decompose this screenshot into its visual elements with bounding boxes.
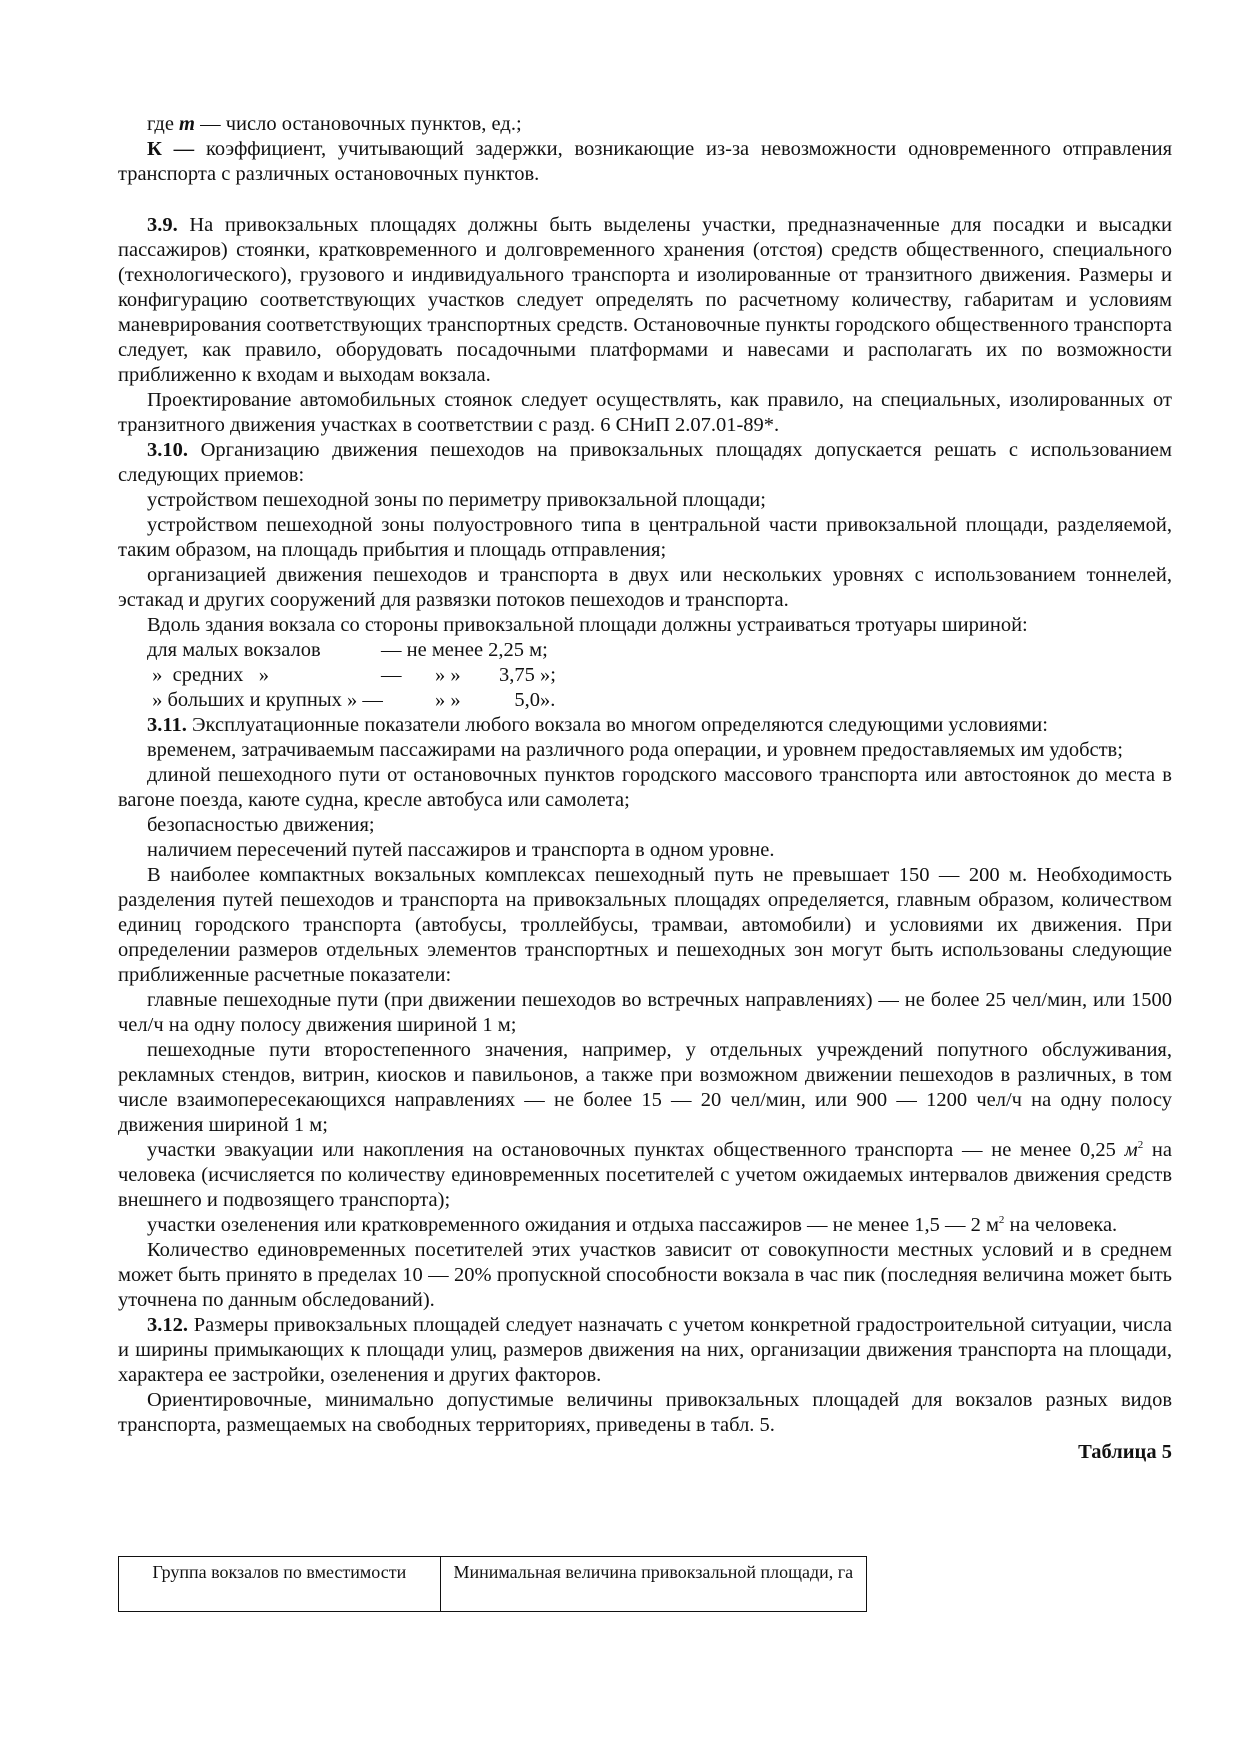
- paragraph-text: на человека (исчисляется по количеству единовременных посетителей с учетом ожидаемых интервалов движения средств внешнего и подвозящего транспорта);: [118, 1139, 1172, 1211]
- list-item: наличием пересечений путей пассажиров и транспорта в одном уровне.: [147, 839, 775, 861]
- paragraph: [118, 1138, 1172, 1213]
- paragraph: Ориентировочные, минимально допустимые величины привокзальных площадей для вокзалов разных видов транспорта, размещаемых на свободных территориях, приведены в табл. 5.: [118, 1389, 1172, 1436]
- var-k: К —: [147, 138, 195, 160]
- paragraph-text: Организацию движения пешеходов на привокзальных площадях допускается решать с использованием следующих приемов:: [118, 439, 1172, 486]
- sidewalk-intro: Вдоль здания вокзала со стороны привокзальной площади должны устраиваться тротуары шириной:: [147, 614, 1028, 636]
- paragraph-text: Размеры привокзальных площадей следует назначать с учетом конкретной градостроительной ситуации, числа и ширины примыкающих к площади улиц, размеров движения на них, организации движения транспорта на площади, характера ее застройки, озеленения и других факторов.: [118, 1314, 1172, 1386]
- paragraph: В наиболее компактных вокзальных комплексах пешеходный путь не превышает 150 — 200 м. Необходимость разделения путей пешеходов и транспорта на привокзальных площадях определяется, главным образом, количеством единиц городского транспорта (автобусы, троллейбусы, трамваи, автомобили) и условиями их движения. При определении размеров отдельных элементов транспортных и пешеходных зон могут быть использованы следующие приближенные расчетные показатели:: [118, 864, 1172, 986]
- table-5: [118, 1556, 867, 1612]
- sidewalk-row: [118, 663, 1172, 688]
- paragraph-text: На привокзальных площадях должны быть выделены участки, предназначенные для посадки и высадки пассажиров) стоянки, кратковременного и долговременного хранения (отстоя) средств общественного, специального (технологического), грузового и индивидуального транспорта и изолированные от транзитного движения. Размеры и конфигурацию соответствующих участков следует определять по расчетному количеству, габаритам и условиям маневрирования соответствующих транспортных средств. Остановочные пункты городского общественного транспорта следует, как правило, оборудовать посадочными платформами и навесами и располагать их по возможности приближенно к входам и выходам вокзала.: [118, 214, 1172, 386]
- section-number: 3.12.: [147, 1314, 188, 1336]
- sidewalk-row: [118, 638, 1172, 663]
- sidewalk-group: » средних »: [147, 664, 270, 686]
- superscript: 2: [998, 1214, 1005, 1227]
- section-3-10-p1: [118, 438, 1172, 488]
- table-header-cell: Группа вокзалов по вместимости: [119, 1557, 441, 1612]
- list-item: длиной пешеходного пути от остановочных пунктов городского массового транспорта или автостоянок до места в вагоне поезда, каюте судна, кресле автобуса или самолета;: [118, 764, 1172, 811]
- unit: м: [1124, 1139, 1138, 1161]
- paragraph: главные пешеходные пути (при движении пешеходов во встречных направлениях) — не более 25 чел/мин, или 1500 чел/ч на одну полосу движения шириной 1 м;: [118, 989, 1172, 1036]
- paragraph: [118, 1213, 1172, 1238]
- sidewalk-row: [118, 688, 1172, 713]
- paragraph-text: на человека.: [1004, 1214, 1118, 1236]
- def-m-text: — число остановочных пунктов, ед.;: [195, 113, 522, 135]
- section-3-9-p1: [118, 213, 1172, 388]
- sidewalk-group: » больших и крупных » —: [147, 689, 383, 711]
- def-k: [118, 137, 1172, 187]
- table-caption: Таблица 5: [1078, 1441, 1172, 1463]
- sidewalk-group: для малых вокзалов: [147, 639, 321, 661]
- list-item: временем, затрачиваемым пассажирами на различного рода операции, и уровнем предоставляемых им удобств;: [147, 739, 1123, 761]
- sidewalk-ditto: » »: [435, 689, 461, 711]
- paragraph-text: участки эвакуации или накопления на остановочных пунктах общественного транспорта — не менее 0,25: [147, 1139, 1125, 1161]
- section-3-12-p1: [118, 1313, 1172, 1388]
- section-number: 3.9.: [147, 214, 178, 236]
- paragraph-text: участки озеленения или кратковременного ожидания и отдыха пассажиров — не менее 1,5 — 2 м: [147, 1214, 999, 1236]
- spacer: [118, 187, 1172, 213]
- paragraph: Количество единовременных посетителей этих участков зависит от совокупности местных условий и в среднем может быть принято в пределах 10 — 20% пропускной способности вокзала в час пик (последняя величина может быть уточнена по данным обследований).: [118, 1239, 1172, 1311]
- document-page: [118, 112, 1172, 1465]
- sidewalk-ditto: » »: [435, 664, 461, 686]
- paragraph-text: Эксплуатационные показатели любого вокзала во многом определяются следующими условиями:: [192, 714, 1048, 736]
- superscript: 2: [1137, 1139, 1144, 1152]
- def-m: где m — число остановочных пунктов, ед.;: [147, 113, 522, 135]
- section-number: 3.11.: [147, 714, 187, 736]
- table-header-cell: Минимальная величина привокзальной площади, га: [440, 1557, 866, 1612]
- list-item: безопасностью движения;: [147, 814, 375, 836]
- var-m: m: [179, 113, 195, 135]
- list-item: организацией движения пешеходов и транспорта в двух или нескольких уровнях с использованием тоннелей, эстакад и других сооружений для развязки потоков пешеходов и транспорта.: [118, 564, 1172, 611]
- section-3-11-p1: [118, 713, 1172, 738]
- sidewalk-width: 5,0».: [499, 689, 556, 711]
- section-3-9-p2: Проектирование автомобильных стоянок следует осуществлять, как правило, на специальных, изолированных от транзитного движения участках в соответствии с разд. 6 СНиП 2.07.01-89*.: [118, 389, 1172, 436]
- table-header-row: [119, 1557, 867, 1612]
- section-number: 3.10.: [147, 439, 188, 461]
- sidewalk-width: — не менее 2,25 м;: [381, 639, 548, 661]
- def-k-text: коэффициент, учитывающий задержки, возникающие из-за невозможности одновременного отправления транспорта с различных остановочных пунктов.: [118, 138, 1172, 185]
- list-item: устройством пешеходной зоны по периметру привокзальной площади;: [147, 489, 766, 511]
- paragraph: пешеходные пути второстепенного значения, например, у отдельных учреждений попутного обслуживания, рекламных стендов, витрин, киосков и павильонов, а также при возможном движении пешеходов в различных, в том числе взаимопересекающихся направлениях — не более 15 — 20 чел/мин, или 900 — 1200 чел/ч на одну полосу движения шириной 1 м;: [118, 1039, 1172, 1136]
- list-item: устройством пешеходной зоны полуостровного типа в центральной части привокзальной площади, разделяемой, таким образом, на площадь прибытия и площадь отправления;: [118, 514, 1172, 561]
- sidewalk-dash: —: [381, 664, 402, 686]
- sidewalk-width: 3,75 »;: [499, 664, 556, 686]
